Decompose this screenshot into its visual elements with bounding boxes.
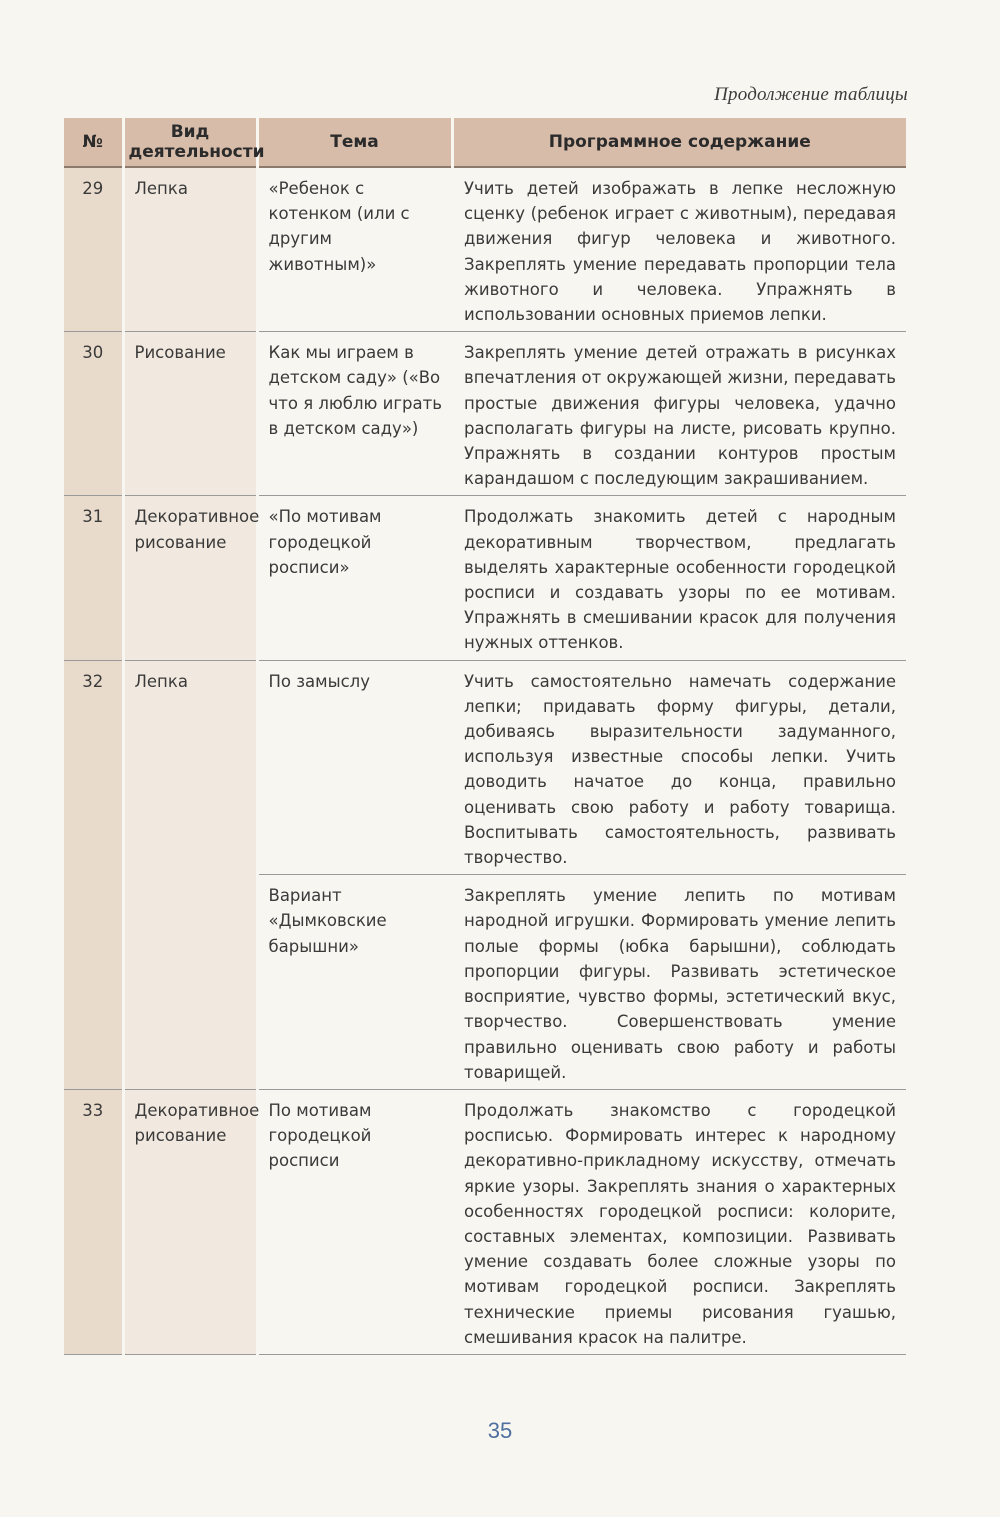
table-row <box>64 332 906 496</box>
header-number: № <box>64 118 123 167</box>
row-program-content: Учить детей изображать в лепке несложную сценку (ребенок играет с животным), передавая движения фигур человека и животного. Закреплять умение передавать пропорции тела животного и человека. Упражнять в использовании основных приемов лепки. <box>452 167 906 332</box>
header-activity-type: Вид деятельности <box>123 118 257 167</box>
row-program-content: Продолжать знакомить детей с народным декоративным творчеством, предлагать выделять характерные особенности городецкой росписи и создавать узоры по ее мотивам. Упражнять в смешивании красок для получения нужных оттенков. <box>452 496 906 660</box>
row-number: 33 <box>64 1089 123 1354</box>
table-row <box>64 167 906 332</box>
row-theme-variant: Вариант «Дымковские барышни» <box>257 875 452 1090</box>
row-theme: «По мотивам городецкой росписи» <box>257 496 452 660</box>
header-program-content: Программное содержание <box>452 118 906 167</box>
row-program-content-variant: Закреплять умение лепить по мотивам народной игрушки. Формировать умение лепить полые формы (юбка барышни), соблюдать пропорции фигуры. Развивать эстетическое восприятие, чувство формы, эстетический вкус, творчество. Совершенствовать умение правильно оценивать свою работу и работы товарищей. <box>452 875 906 1090</box>
row-activity-type: Лепка <box>123 167 257 332</box>
row-program-content: Продолжать знакомство с городецкой росписью. Формировать интерес к народному декоративно-прикладному искусству, отмечать яркие узоры. Закреплять знания о характерных особенностях городецкой росписи: колорите, составных элементах, композиции. Развивать умение создавать более сложные узоры по мотивам городецкой росписи. Закреплять технические приемы рисования гуашью, смешивания красок на палитре. <box>452 1089 906 1354</box>
row-activity-type: Декоративное рисование <box>123 1089 257 1354</box>
row-activity-type: Декоративное рисование <box>123 496 257 660</box>
row-program-content: Закреплять умение детей отражать в рисунках впечатления от окружающей жизни, передавать простые движения фигуры человека, удачно располагать фигуры на листе, рисовать крупно. Упражнять в создании контуров простым карандашом с последующим закрашиванием. <box>452 332 906 496</box>
header-theme: Тема <box>257 118 452 167</box>
row-activity-type: Рисование <box>123 332 257 496</box>
row-number: 30 <box>64 332 123 496</box>
row-number: 29 <box>64 167 123 332</box>
row-theme: По мотивам городецкой росписи <box>257 1089 452 1354</box>
row-number: 32 <box>64 660 123 1089</box>
table-row <box>64 1089 906 1354</box>
table-header-row <box>64 118 906 167</box>
row-number: 31 <box>64 496 123 660</box>
row-theme: «Ребенок с котенком (или с другим животным)» <box>257 167 452 332</box>
row-activity-type: Лепка <box>123 660 257 1089</box>
table-continuation-caption: Продолжение таблицы <box>714 84 908 105</box>
row-theme: Как мы играем в детском саду» («Во что я люблю играть в детском саду») <box>257 332 452 496</box>
row-theme: По замыслу <box>257 660 452 875</box>
page-number: 35 <box>487 1418 513 1443</box>
row-program-content: Учить самостоятельно намечать содержание лепки; придавать форму фигуры, детали, добиваясь выразительности задуманного, используя известные способы лепки. Учить доводить начатое до конца, правильно оценивать свою работу и работу товарища. Воспитывать самостоятельность, развивать творчество. <box>452 660 906 875</box>
table-row <box>64 496 906 660</box>
table-row <box>64 660 906 875</box>
lesson-plan-table <box>64 118 906 1355</box>
